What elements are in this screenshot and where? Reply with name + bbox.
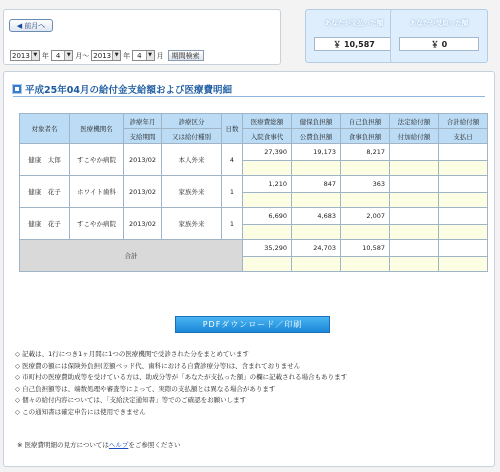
statutory-cell	[390, 176, 439, 193]
month-range-label: 月～	[75, 51, 90, 60]
public-cell	[292, 225, 341, 240]
period-selector	[10, 50, 204, 61]
amount-received-label: あなたが受取った額	[409, 19, 469, 27]
meal-cell	[243, 225, 292, 240]
days-cell: 4	[222, 144, 243, 176]
header-insurance-top: 健保負担額	[292, 114, 341, 129]
period-search-button[interactable]: 期間検索	[168, 50, 204, 61]
table-row	[20, 176, 488, 193]
benefit-cell	[439, 176, 488, 193]
year-unit-label: 年	[41, 51, 49, 60]
meal-self-cell	[341, 225, 390, 240]
header-total-top: 医療費総額	[243, 114, 292, 129]
header-self-bottom: 食事負担額	[341, 129, 390, 144]
institution-cell: すこやか病院	[70, 208, 124, 240]
header-total-bottom: 入院食事代	[243, 129, 292, 144]
totals-benefit-cell	[439, 240, 488, 257]
totals-row	[20, 240, 488, 257]
self-cell: 363	[341, 176, 390, 193]
help-note-prefix: ※ 医療費明細の見方については	[17, 441, 109, 449]
totals-additional-cell	[390, 257, 439, 272]
to-year-select[interactable]	[91, 50, 121, 61]
statutory-cell	[390, 144, 439, 161]
insurance-cell: 19,173	[292, 144, 341, 161]
from-year-select[interactable]	[10, 50, 40, 61]
table-header-row	[20, 114, 488, 129]
patient-cell: 健康 花子	[20, 208, 70, 240]
insurance-cell: 4,683	[292, 208, 341, 225]
dropdown-arrow-icon: ▼	[112, 51, 120, 60]
help-note-suffix: をご参照ください	[128, 441, 181, 449]
period-cell: 2013/02	[124, 144, 162, 176]
previous-month-label: 前月へ	[24, 21, 46, 30]
category-cell: 本人外来	[162, 144, 222, 176]
totals-total-cell: 35,290	[243, 240, 292, 257]
period-cell: 2013/02	[124, 208, 162, 240]
payday-cell	[439, 193, 488, 208]
page-title	[13, 82, 485, 97]
header-period-top: 診療年月	[124, 114, 162, 129]
to-month-select[interactable]	[132, 50, 154, 61]
amount-received-value: ￥ 0	[399, 37, 479, 51]
period-search-panel	[3, 9, 281, 65]
dropdown-arrow-icon: ▼	[64, 51, 72, 60]
totals-meal-self-cell	[341, 257, 390, 272]
note-item: ◇ 市町村の医療費助成等を受けている方は、助成分等が「あなたが支払った額」の欄に記載される場合もあります	[15, 373, 348, 382]
from-month-value: 4	[55, 51, 61, 60]
additional-cell	[390, 193, 439, 208]
note-item: ◇ 自己負担額等は、端数処理や審査等によって、実際の支払額とは異なる場合があります	[15, 384, 276, 393]
totals-self-cell: 10,587	[341, 240, 390, 257]
note-item: ◇ 個々の給付内容については、「支給決定通知書」等でのご確認をお願いします	[15, 396, 247, 405]
note-item: ◇ 医療費の額には保険外負担(差額ベッド代、歯科における自費診療分等)は、含まれておりません	[15, 361, 301, 370]
meal-self-cell	[341, 161, 390, 176]
amount-paid-box	[305, 9, 403, 63]
total-cell: 27,390	[243, 144, 292, 161]
header-days: 日数	[222, 114, 243, 144]
header-patient: 対象者名	[20, 114, 70, 144]
dropdown-arrow-icon: ▼	[146, 51, 154, 60]
meal-self-cell	[341, 193, 390, 208]
help-link[interactable]: ヘルプ	[108, 441, 129, 449]
medical-expense-table	[19, 113, 488, 272]
additional-cell	[390, 161, 439, 176]
from-month-select[interactable]	[51, 50, 73, 61]
totals-label: 合計	[20, 240, 243, 272]
header-benefit-top: 合計給付額	[439, 114, 488, 129]
period-cell: 2013/02	[124, 176, 162, 208]
totals-meal-cell	[243, 257, 292, 272]
institution-cell: すこやか病院	[70, 144, 124, 176]
page-title-text: 平成25年04月の給付金支給額および医療費明細	[25, 85, 232, 96]
month-unit-label: 月	[156, 51, 164, 60]
year-unit-label: 年	[123, 51, 131, 60]
from-year-value: 2013	[12, 51, 30, 60]
self-cell: 2,007	[341, 208, 390, 225]
amount-paid-value: ￥ 10,587	[314, 37, 394, 51]
total-cell: 1,210	[243, 176, 292, 193]
benefit-cell	[439, 144, 488, 161]
amount-received-box	[390, 9, 488, 63]
institution-cell: ホワイト歯科	[70, 176, 124, 208]
header-insurance-bottom: 公費負担額	[292, 129, 341, 144]
header-category-top: 診療区分	[162, 114, 222, 129]
totals-statutory-cell	[390, 240, 439, 257]
notes-list	[15, 349, 347, 419]
public-cell	[292, 161, 341, 176]
header-statutory-bottom: 付加給付額	[390, 129, 439, 144]
patient-cell: 健康 太郎	[20, 144, 70, 176]
header-statutory-top: 法定給付額	[390, 114, 439, 129]
meal-cell	[243, 193, 292, 208]
patient-cell: 健康 花子	[20, 176, 70, 208]
help-reference-note	[17, 440, 180, 449]
additional-cell	[390, 225, 439, 240]
payday-cell	[439, 161, 488, 176]
main-panel	[3, 71, 495, 467]
left-triangle-icon: ◀	[16, 21, 23, 30]
header-self-top: 自己負担額	[341, 114, 390, 129]
header-period-bottom: 支給期間	[124, 129, 162, 144]
self-cell: 8,217	[341, 144, 390, 161]
pdf-download-print-button[interactable]: PDFダウンロード／印刷	[175, 316, 330, 333]
totals-insurance-cell: 24,703	[292, 240, 341, 257]
total-cell: 6,690	[243, 208, 292, 225]
to-year-value: 2013	[93, 51, 112, 60]
totals-payday-cell	[439, 257, 488, 272]
note-item: ◇ この通知書は確定申告には使用できません	[15, 407, 146, 416]
days-cell: 1	[222, 176, 243, 208]
table-row	[20, 144, 488, 161]
category-cell: 家族外来	[162, 176, 222, 208]
to-month-value: 4	[137, 51, 142, 60]
statutory-cell	[390, 208, 439, 225]
square-bullet-icon	[13, 85, 21, 93]
dropdown-arrow-icon: ▼	[31, 51, 39, 60]
public-cell	[292, 193, 341, 208]
note-item: ◇ 記載は、1行につき1ヶ月間に1つの医療機関で受診された分をまとめています	[15, 350, 249, 358]
header-institution: 医療機関名	[70, 114, 124, 144]
payday-cell	[439, 225, 488, 240]
insurance-cell: 847	[292, 176, 341, 193]
meal-cell	[243, 161, 292, 176]
amount-paid-label: あなたが支払った額	[324, 19, 384, 27]
totals-public-cell	[292, 257, 341, 272]
header-category-bottom: 又は給付種別	[162, 129, 222, 144]
days-cell: 1	[222, 208, 243, 240]
category-cell: 家族外来	[162, 208, 222, 240]
benefit-cell	[439, 208, 488, 225]
table-row	[20, 208, 488, 225]
previous-month-button[interactable]	[9, 19, 53, 32]
header-benefit-bottom: 支払日	[439, 129, 488, 144]
